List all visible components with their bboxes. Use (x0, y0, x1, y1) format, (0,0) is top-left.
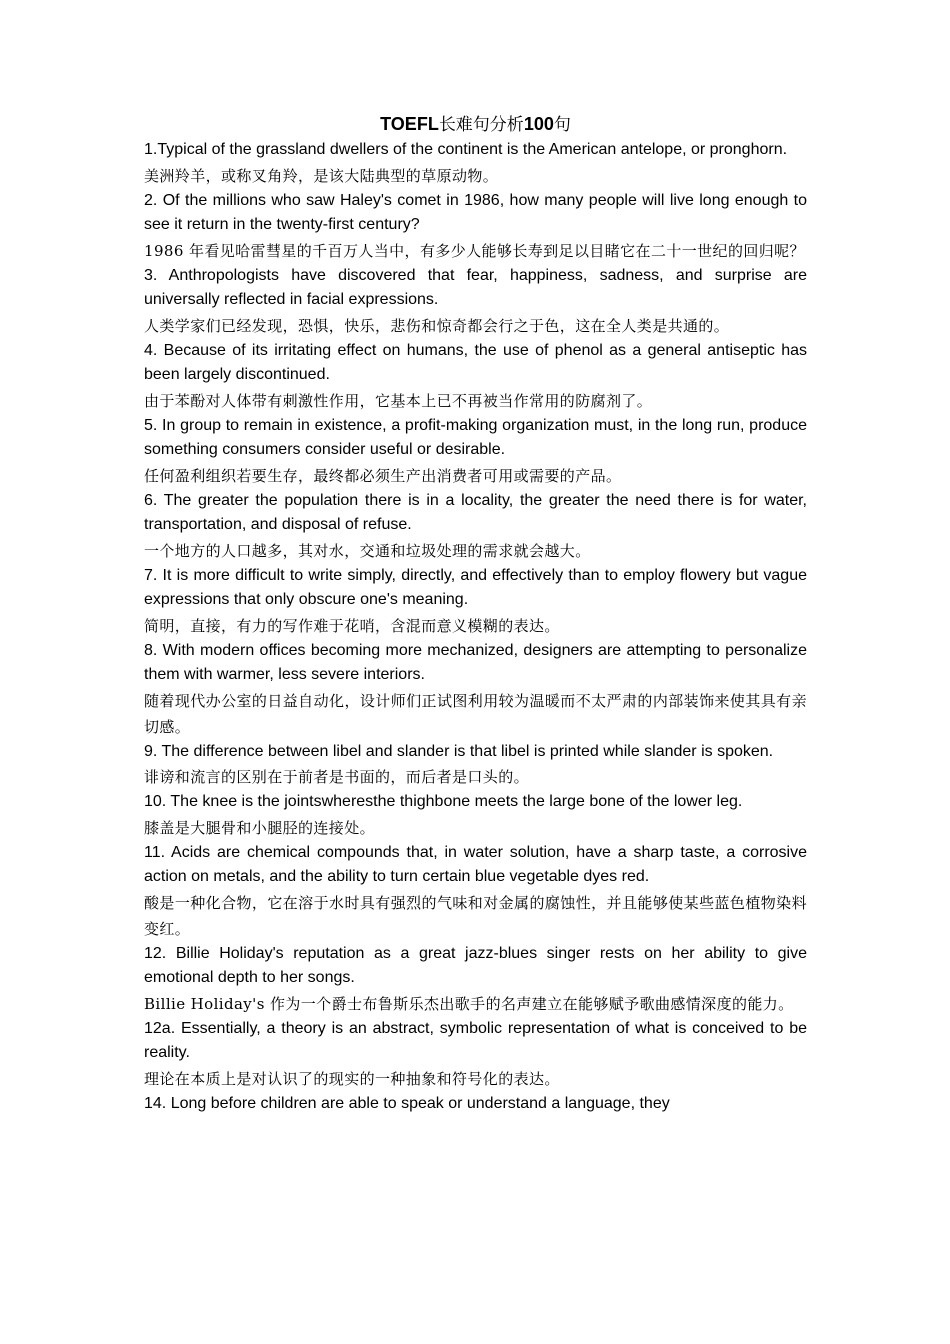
title-latin: TOEFL (380, 114, 439, 134)
sentence-item (144, 264, 807, 339)
sentence-item (144, 189, 807, 264)
sentence-english: 10. The knee is the jointswheresthe thighbone meets the large bone of the lower leg. (144, 793, 743, 810)
title-cjk: 长难句分析 (438, 115, 524, 135)
sentence-chinese: 理论在本质上是对认识了的现实的一种抽象和符号化的表达。 (144, 1069, 560, 1088)
sentence-item (144, 414, 807, 489)
sentence-english: 9. The difference between libel and slander is that libel is printed while slander is spoken. (144, 742, 774, 760)
title-suffix: 句 (553, 115, 571, 135)
sentence-chinese: 简明，直接，有力的写作难于花哨，含混而意义模糊的表达。 (144, 616, 560, 635)
sentence-english: 5. In group to remain in existence, a profit-making organization must, in the long run, produce something consumers consider useful or desirable. (144, 416, 807, 458)
sentence-chinese: 由于苯酚对人体带有刺激性作用，它基本上已不再被当作常用的防腐剂了。 (144, 391, 653, 410)
sentence-english: 12a. Essentially, a theory is an abstract, symbolic representation of what is conceived to be reality. (144, 1019, 807, 1061)
sentence-item (144, 841, 807, 942)
sentence-chinese: 诽谤和流言的区别在于前者是书面的，而后者是口头的。 (144, 768, 530, 786)
sentence-chinese: Billie Holiday's 作为一个爵士布鲁斯乐杰出歌手的名声建立在能够赋予歌曲感情深度的能力。 (144, 994, 794, 1013)
sentence-chinese: 膝盖是大腿骨和小腿胫的连接处。 (144, 818, 376, 837)
sentence-item (144, 740, 807, 791)
sentence-english: 4. Because of its irritating effect on humans, the use of phenol as a general antiseptic has been largely discontinued. (144, 341, 807, 383)
sentence-item (144, 339, 807, 414)
title-number: 100 (523, 114, 554, 134)
sentence-chinese: 随着现代办公室的日益自动化，设计师们正试图利用较为温暖而不太严肃的内部装饰来使其具有亲切感。 (144, 691, 807, 736)
sentence-item (144, 1092, 807, 1117)
document-page (144, 110, 807, 1116)
sentence-chinese: 人类学家们已经发现，恐惧，快乐，悲伤和惊奇都会行之于色，这在全人类是共通的。 (144, 316, 730, 335)
document-title (144, 110, 807, 138)
sentence-chinese: 任何盈利组织若要生存，最终都必须生产出消费者可用或需要的产品。 (144, 466, 622, 485)
sentence-chinese: 酸是一种化合物，它在溶于水时具有强烈的气味和对金属的腐蚀性，并且能够使某些蓝色植物染料变红。 (144, 893, 807, 938)
sentence-english: 7. It is more difficult to write simply, directly, and effectively than to employ flowery but vague expressions that only obscure one's meaning. (144, 566, 807, 608)
sentence-chinese: 一个地方的人口越多，其对水，交通和垃圾处理的需求就会越大。 (144, 541, 591, 560)
sentence-english: 12. Billie Holiday's reputation as a great jazz-blues singer rests on her ability to give emotional depth to her songs. (144, 944, 807, 986)
sentence-english: 8. With modern offices becoming more mechanized, designers are attempting to personalize them with warmer, less severe interiors. (144, 641, 807, 683)
sentence-english: 3. Anthropologists have discovered that fear, happiness, sadness, and surprise are universally reflected in facial expressions. (144, 266, 807, 308)
sentence-item (144, 564, 807, 639)
sentence-item (144, 639, 807, 740)
sentence-english: 2. Of the millions who saw Haley's comet in 1986, how many people will live long enough to see it return in the twenty-first century? (144, 191, 807, 233)
sentence-item (144, 489, 807, 564)
sentence-chinese: 美洲羚羊，或称叉角羚，是该大陆典型的草原动物。 (144, 166, 499, 185)
sentence-english: 11. Acids are chemical compounds that, in water solution, have a sharp taste, a corrosive action on metals, and the ability to turn certain blue vegetable dyes red. (144, 843, 807, 885)
sentence-item (144, 942, 807, 1017)
sentence-item (144, 1017, 807, 1092)
sentence-english: 6. The greater the population there is in a locality, the greater the need there is for water, transportation, and disposal of refuse. (144, 491, 807, 533)
sentence-item (144, 138, 807, 189)
sentence-english: 1.Typical of the grassland dwellers of the continent is the American antelope, or pronghorn. (144, 141, 788, 158)
sentence-chinese: 1986 年看见哈雷彗星的千百万人当中，有多少人能够长寿到足以目睹它在二十一世纪的回归呢？ (144, 241, 805, 260)
sentence-item (144, 790, 807, 841)
sentence-english: 14. Long before children are able to speak or understand a language, they (144, 1094, 670, 1112)
